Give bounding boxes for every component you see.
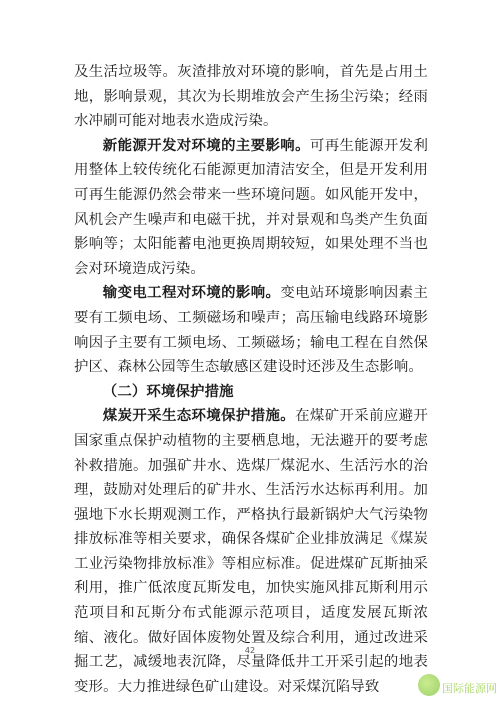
page-number: 42 xyxy=(244,646,256,655)
paragraph-lead: 输变电工程对环境的影响。 xyxy=(102,284,281,302)
paragraph-waste-impact xyxy=(74,60,428,134)
body-text xyxy=(74,60,428,699)
paragraph-lead: 新能源开发对环境的主要影响。 xyxy=(102,136,310,154)
paragraph-body: 变电站环境影响因素主要有工频电场、工频磁场和噪声；高压输电线路环境影响因子主要有工频电场、工频磁场；输电工程在自然保护区、森林公园等生态敏感区建设时还涉及生态影响。 xyxy=(74,285,428,376)
paragraph-body: 可再生能源开发利用整体上较传统化石能源更加清洁安全，但是开发利用可再生能源仍然会带来一些环境问题。如风能开发中，风机会产生噪声和电磁干扰，并对景观和鸟类产生负面影响等；太阳能蓄电池更换周期较短，如果处理不当也会对环境造成污染。 xyxy=(74,137,428,277)
paragraph-new-energy xyxy=(74,134,428,282)
watermark-text: 国际能源网 xyxy=(442,682,497,695)
paragraph-coal-mining-protection xyxy=(74,404,428,699)
watermark-logo xyxy=(418,672,498,702)
paragraph-power-transmission xyxy=(74,281,428,379)
paragraph-lead: 煤炭开采生态环境保护措施。 xyxy=(102,407,296,425)
paragraph-body: 及生活垃圾等。灰渣排放对环境的影响，首先是占用土地，影响景观，其次为长期堆放会产生扬尘污染；经雨水冲刷可能对地表水造成污染。 xyxy=(74,64,428,130)
section-heading: （二）环境保护措施 xyxy=(102,382,234,400)
paragraph-body: 在煤矿开采前应避开国家重点保护动植物的主要栖息地，无法避开的要考虑补救措施。加强矿井水、选煤厂煤泥水、生活污水的治理，鼓励对处理后的矿井水、生活污水达标再利用。加强地下水长期观测工作，严格执行最新锅炉大气污染物排放标准等相关要求，确保各煤矿企业排放满足《煤炭工业污染物排放标准》等相应标准。促进煤矿瓦斯抽采利用，推广低浓度瓦斯发电，加快实施风排瓦斯利用示范项目和瓦斯分布式能源示范项目，适度发展瓦斯浓缩、液化。做好固体废物处置及综合利用，通过改进采掘工艺，减缓地表沉降，尽量降低井工开采引起的地表变形。大力推进绿色矿山建设。对采煤沉陷导致 xyxy=(74,408,428,695)
watermark-icon xyxy=(418,674,440,696)
